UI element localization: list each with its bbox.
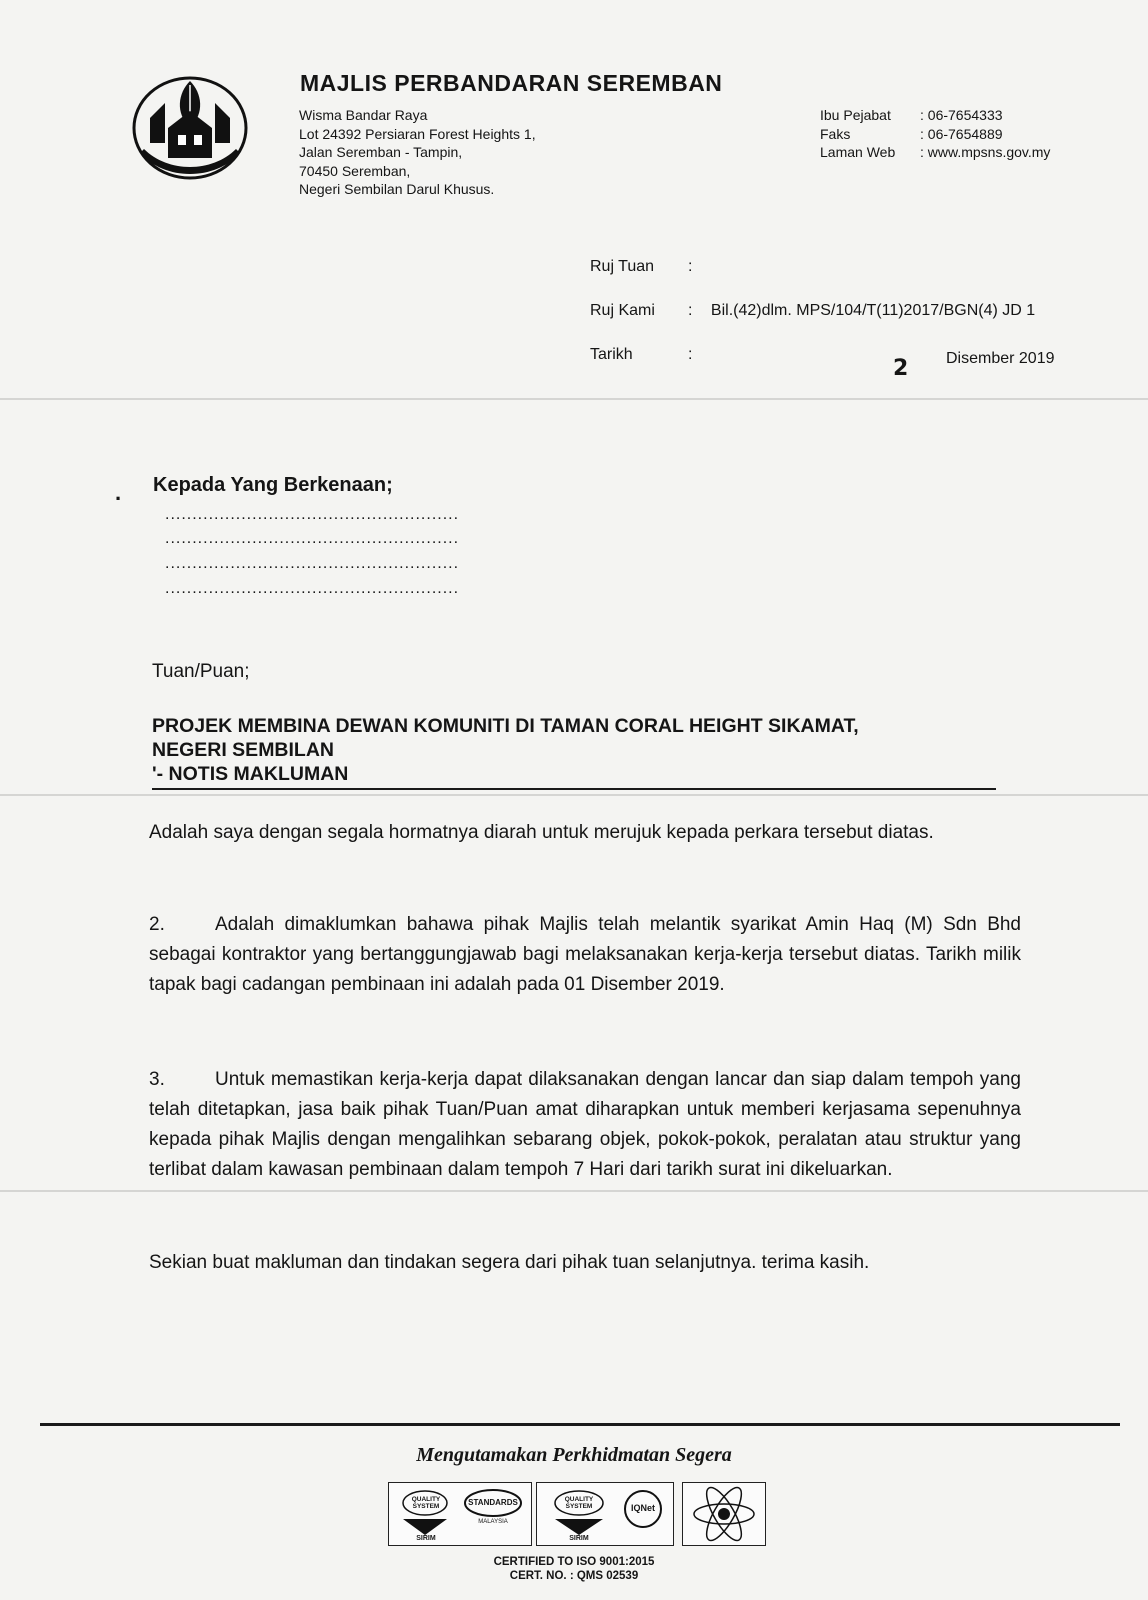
contact-label: Laman Web [820,144,896,160]
ref-date [590,346,692,364]
paragraph-1: Adalah saya dengan segala hormatnya diarah untuk merujuk kepada perkara tersebut diatas. [149,822,934,843]
subject-line: NEGERI SEMBILAN [152,739,335,761]
address-line: Lot 24392 Persiaran Forest Heights 1, [299,125,536,142]
sirim-standards-badge [388,1482,532,1546]
address-blank-line: ...................................................... [165,506,460,523]
address-blank-line: ...................................................... [165,555,460,572]
address-blank-line: ...................................................... [165,530,460,547]
address-line: Jalan Seremban - Tampin, [299,144,463,160]
footer-rule [40,1423,1120,1426]
ref-label: Ruj Tuan [590,258,655,275]
subject-underline [152,788,996,790]
sirim-iqnet-badge [536,1482,674,1546]
bullet-mark: . [115,480,122,505]
ref-your-reference [590,258,692,276]
sirim-label: SIRIM [416,1535,436,1542]
handwritten-day: 2 [893,356,909,381]
address-blank-line: ...................................................... [165,580,460,597]
footer-motto: Mengutamakan Perkhidmatan Segera [416,1444,732,1466]
paragraph-number: 3. [149,1069,165,1090]
paper-fold-line [0,1190,1148,1192]
salutation: Tuan/Puan; [152,661,250,682]
quality-system-label: QUALITY SYSTEM [564,1496,594,1510]
address-line: 70450 Seremban, [299,162,411,179]
paragraph-closing: Sekian buat makluman dan tindakan segera dari pihak tuan selanjutnya. terima kasih. [149,1252,870,1273]
paper-fold-line [0,398,1148,400]
standards-sub-label: MALAYSIA [478,1519,508,1525]
contact-value: : 06-7654889 [920,125,1003,142]
ref-number: Bil.(42)dlm. MPS/104/T(11)2017/BGN(4) JD 1 [710,302,1036,319]
standards-label: STANDARDS [468,1498,518,1507]
ref-our-reference [590,302,1035,320]
ref-colon: : [688,302,693,319]
organization-name: MAJLIS PERBANDARAN SEREMBAN [300,70,723,96]
paper-fold-line [0,794,1148,796]
paragraph-2 [149,910,1021,1000]
address-line: Negeri Sembilan Darul Khusus. [299,181,495,197]
ref-label: Ruj Kami [590,302,655,319]
contact-value: : www.mpsns.gov.my [920,144,1051,160]
ref-colon: : [688,346,693,363]
atom-emblem-badge [682,1482,766,1546]
subject-heading [152,714,859,786]
organization-address [299,106,536,199]
quality-system-label: QUALITY SYSTEM [411,1496,441,1510]
contact-label: Ibu Pejabat [820,107,891,123]
ref-label: Tarikh [590,346,633,363]
sirim-label: SIRIM [569,1535,589,1542]
paragraph-text: Adalah dimaklumkan bahawa pihak Majlis telah melantik syarikat Amin Haq (M) Sdn Bhd sebagai kontraktor yang bertanggungjawab bagi melaksanakan kerja-kerja tersebut diatas. Tarikh milik tapak bagi cadangan pembinaan ini adalah pada 01 Disember 2019. [149,914,1021,995]
subject-line: PROJEK MEMBINA DEWAN KOMUNITI DI TAMAN CORAL HEIGHT SIKAMAT, [152,715,859,737]
contact-row [820,143,1050,162]
contact-row [820,106,1050,125]
contact-row [820,125,1050,144]
contact-details [820,106,1050,162]
cert-number: CERT. NO. : QMS 02539 [509,1570,639,1582]
iso-certification: CERTIFIED TO ISO 9001:2015 [493,1556,655,1568]
paragraph-3 [149,1065,1021,1185]
ref-date-text: Disember 2019 [946,350,1055,367]
iqnet-label: IQNet [630,1503,655,1513]
council-crest-logo [130,73,250,183]
contact-label: Faks [820,125,851,142]
address-line: Wisma Bandar Raya [299,107,428,123]
contact-value: : 06-7654333 [920,107,1003,123]
ref-colon: : [688,258,693,275]
recipient-heading: Kepada Yang Berkenaan; [153,474,393,496]
paragraph-text: Untuk memastikan kerja-kerja dapat dilaksanakan dengan lancar dan siap dalam tempoh yang telah ditetapkan, jasa baik pihak Tuan/Puan amat diharapkan untuk memberi kerjasama sepenuhnya kepada pihak Majlis dengan mengalihkan sebarang objek, pokok-pokok, peralatan atau struktur yang terlibat dalam kawasan pembinaan dalam tempoh 7 Hari dari tarikh surat ini dikeluarkan. [149,1069,1021,1180]
subject-line: '- NOTIS MAKLUMAN [152,763,349,785]
paragraph-number: 2. [149,914,165,935]
